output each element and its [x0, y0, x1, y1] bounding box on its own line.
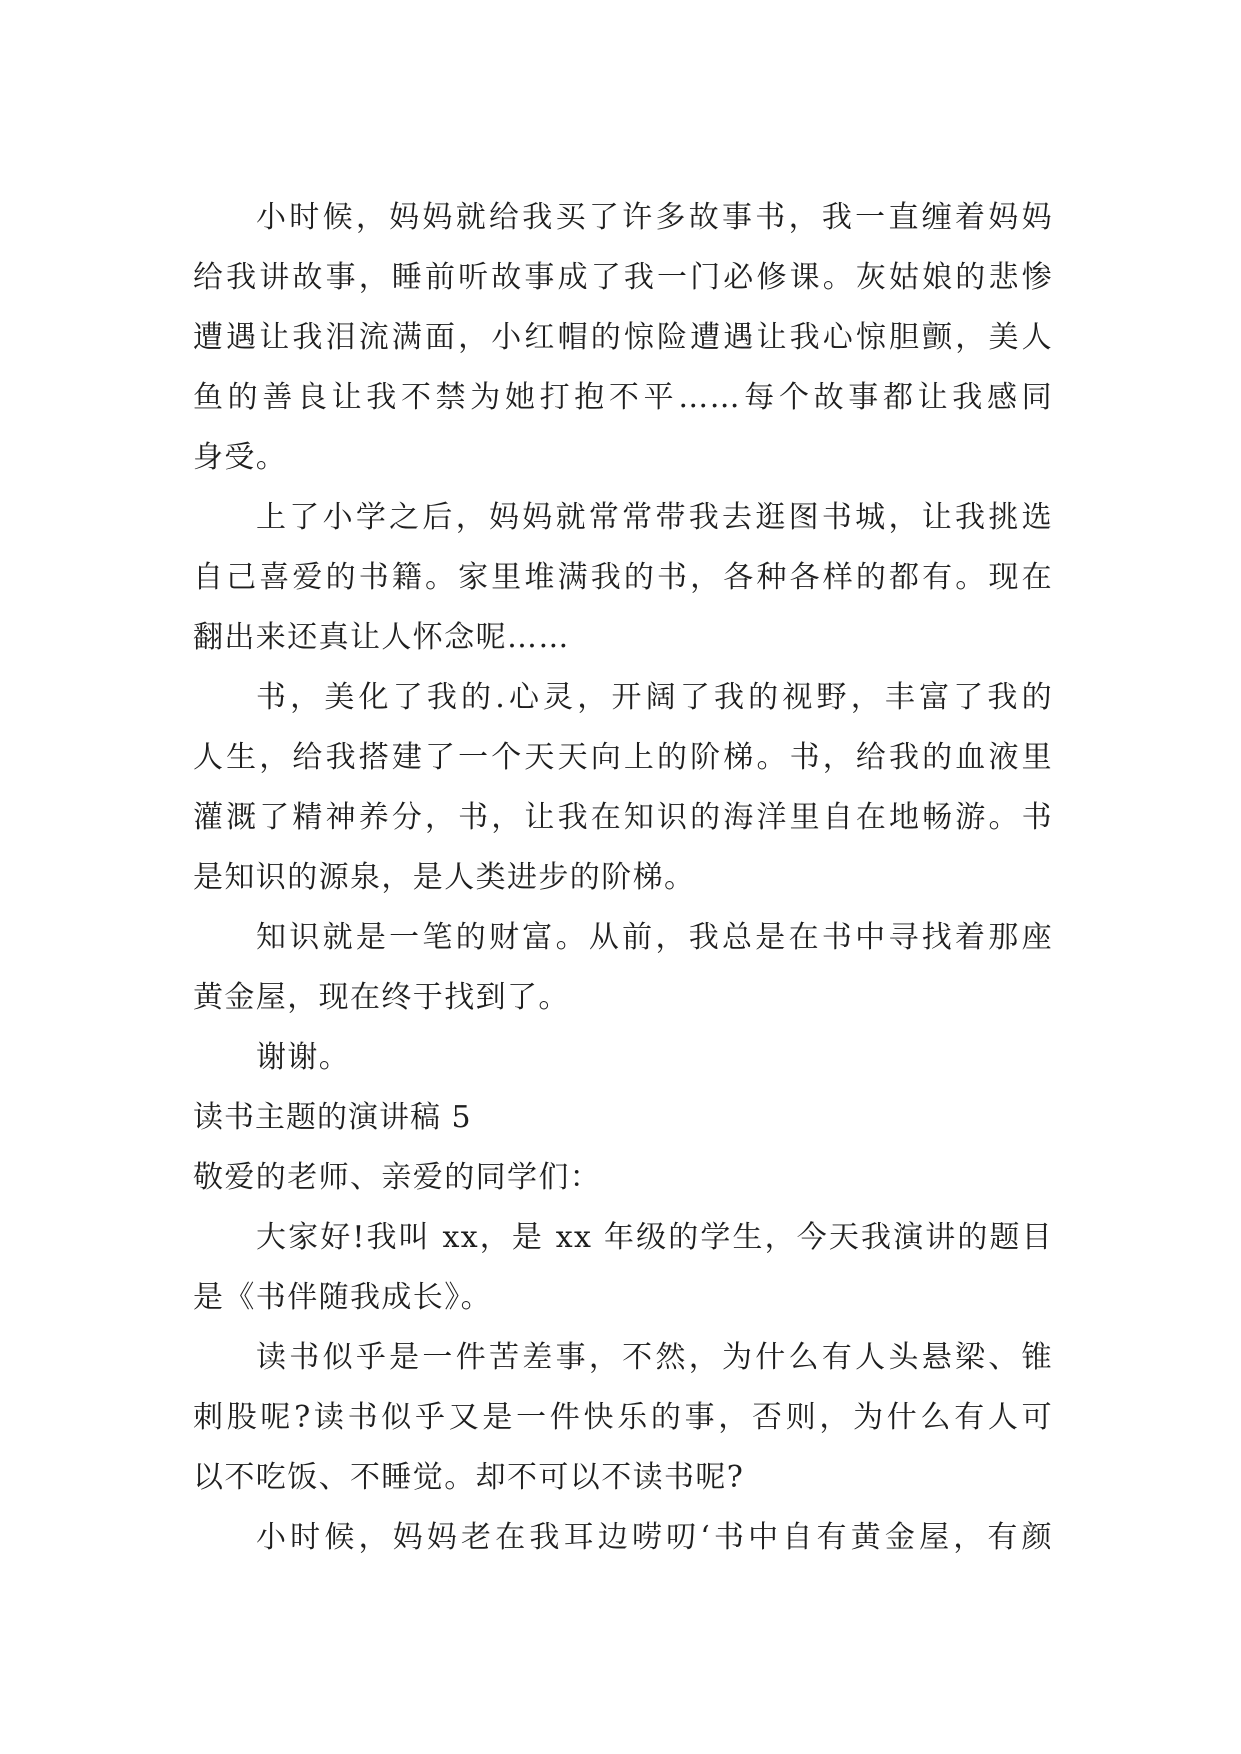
paragraph-line: 大家好!我叫 xx，是 xx 年级的学生，今天我演讲的题目: [256, 1220, 1053, 1255]
paragraph-line: 小时候，妈妈就给我买了许多故事书，我一直缠着妈妈: [256, 200, 1053, 235]
section-heading: 读书主题的演讲稿 5: [193, 1100, 472, 1135]
paragraph-line: 鱼的善良让我不禁为她打抱不平……每个故事都让我感同: [193, 380, 1053, 415]
paragraph-line: 给我讲故事，睡前听故事成了我一门必修课。灰姑娘的悲惨: [193, 260, 1053, 295]
paragraph-line: 人生，给我搭建了一个天天向上的阶梯。书，给我的血液里: [193, 740, 1053, 775]
paragraph-line: 是知识的源泉，是人类进步的阶梯。: [193, 860, 696, 895]
paragraph-line: 身受。: [193, 440, 288, 475]
paragraph-line: 上了小学之后，妈妈就常常带我去逛图书城，让我挑选: [256, 500, 1053, 535]
paragraph-line: 灌溉了精神养分，书，让我在知识的海洋里自在地畅游。书: [193, 800, 1053, 835]
paragraph-line: 黄金屋，现在终于找到了。: [193, 980, 570, 1015]
paragraph-line: 小时候，妈妈老在我耳边唠叨‘书中自有黄金屋，有颜: [256, 1520, 1053, 1555]
paragraph-line: 以不吃饭、不睡觉。却不可以不读书呢?: [193, 1460, 745, 1495]
salutation-line: 敬爱的老师、亲爱的同学们：: [193, 1160, 602, 1195]
paragraph-line: 书，美化了我的.心灵，开阔了我的视野，丰富了我的: [256, 680, 1053, 715]
paragraph-line: 遭遇让我泪流满面，小红帽的惊险遭遇让我心惊胆颤，美人: [193, 320, 1053, 355]
paragraph-line: 知识就是一笔的财富。从前，我总是在书中寻找着那座: [256, 920, 1053, 955]
paragraph-line: 读书似乎是一件苦差事，不然，为什么有人头悬梁、锥: [256, 1340, 1053, 1375]
paragraph-line: 是《书伴随我成长》。: [193, 1280, 492, 1315]
paragraph-line: 自己喜爱的书籍。家里堆满我的书，各种各样的都有。现在: [193, 560, 1053, 595]
document-body: [193, 188, 1053, 1568]
closing-line: 谢谢。: [256, 1040, 351, 1075]
paragraph-line: 刺股呢?读书似乎又是一件快乐的事，否则，为什么有人可: [193, 1400, 1053, 1435]
paragraph-line: 翻出来还真让人怀念呢……: [193, 620, 570, 655]
